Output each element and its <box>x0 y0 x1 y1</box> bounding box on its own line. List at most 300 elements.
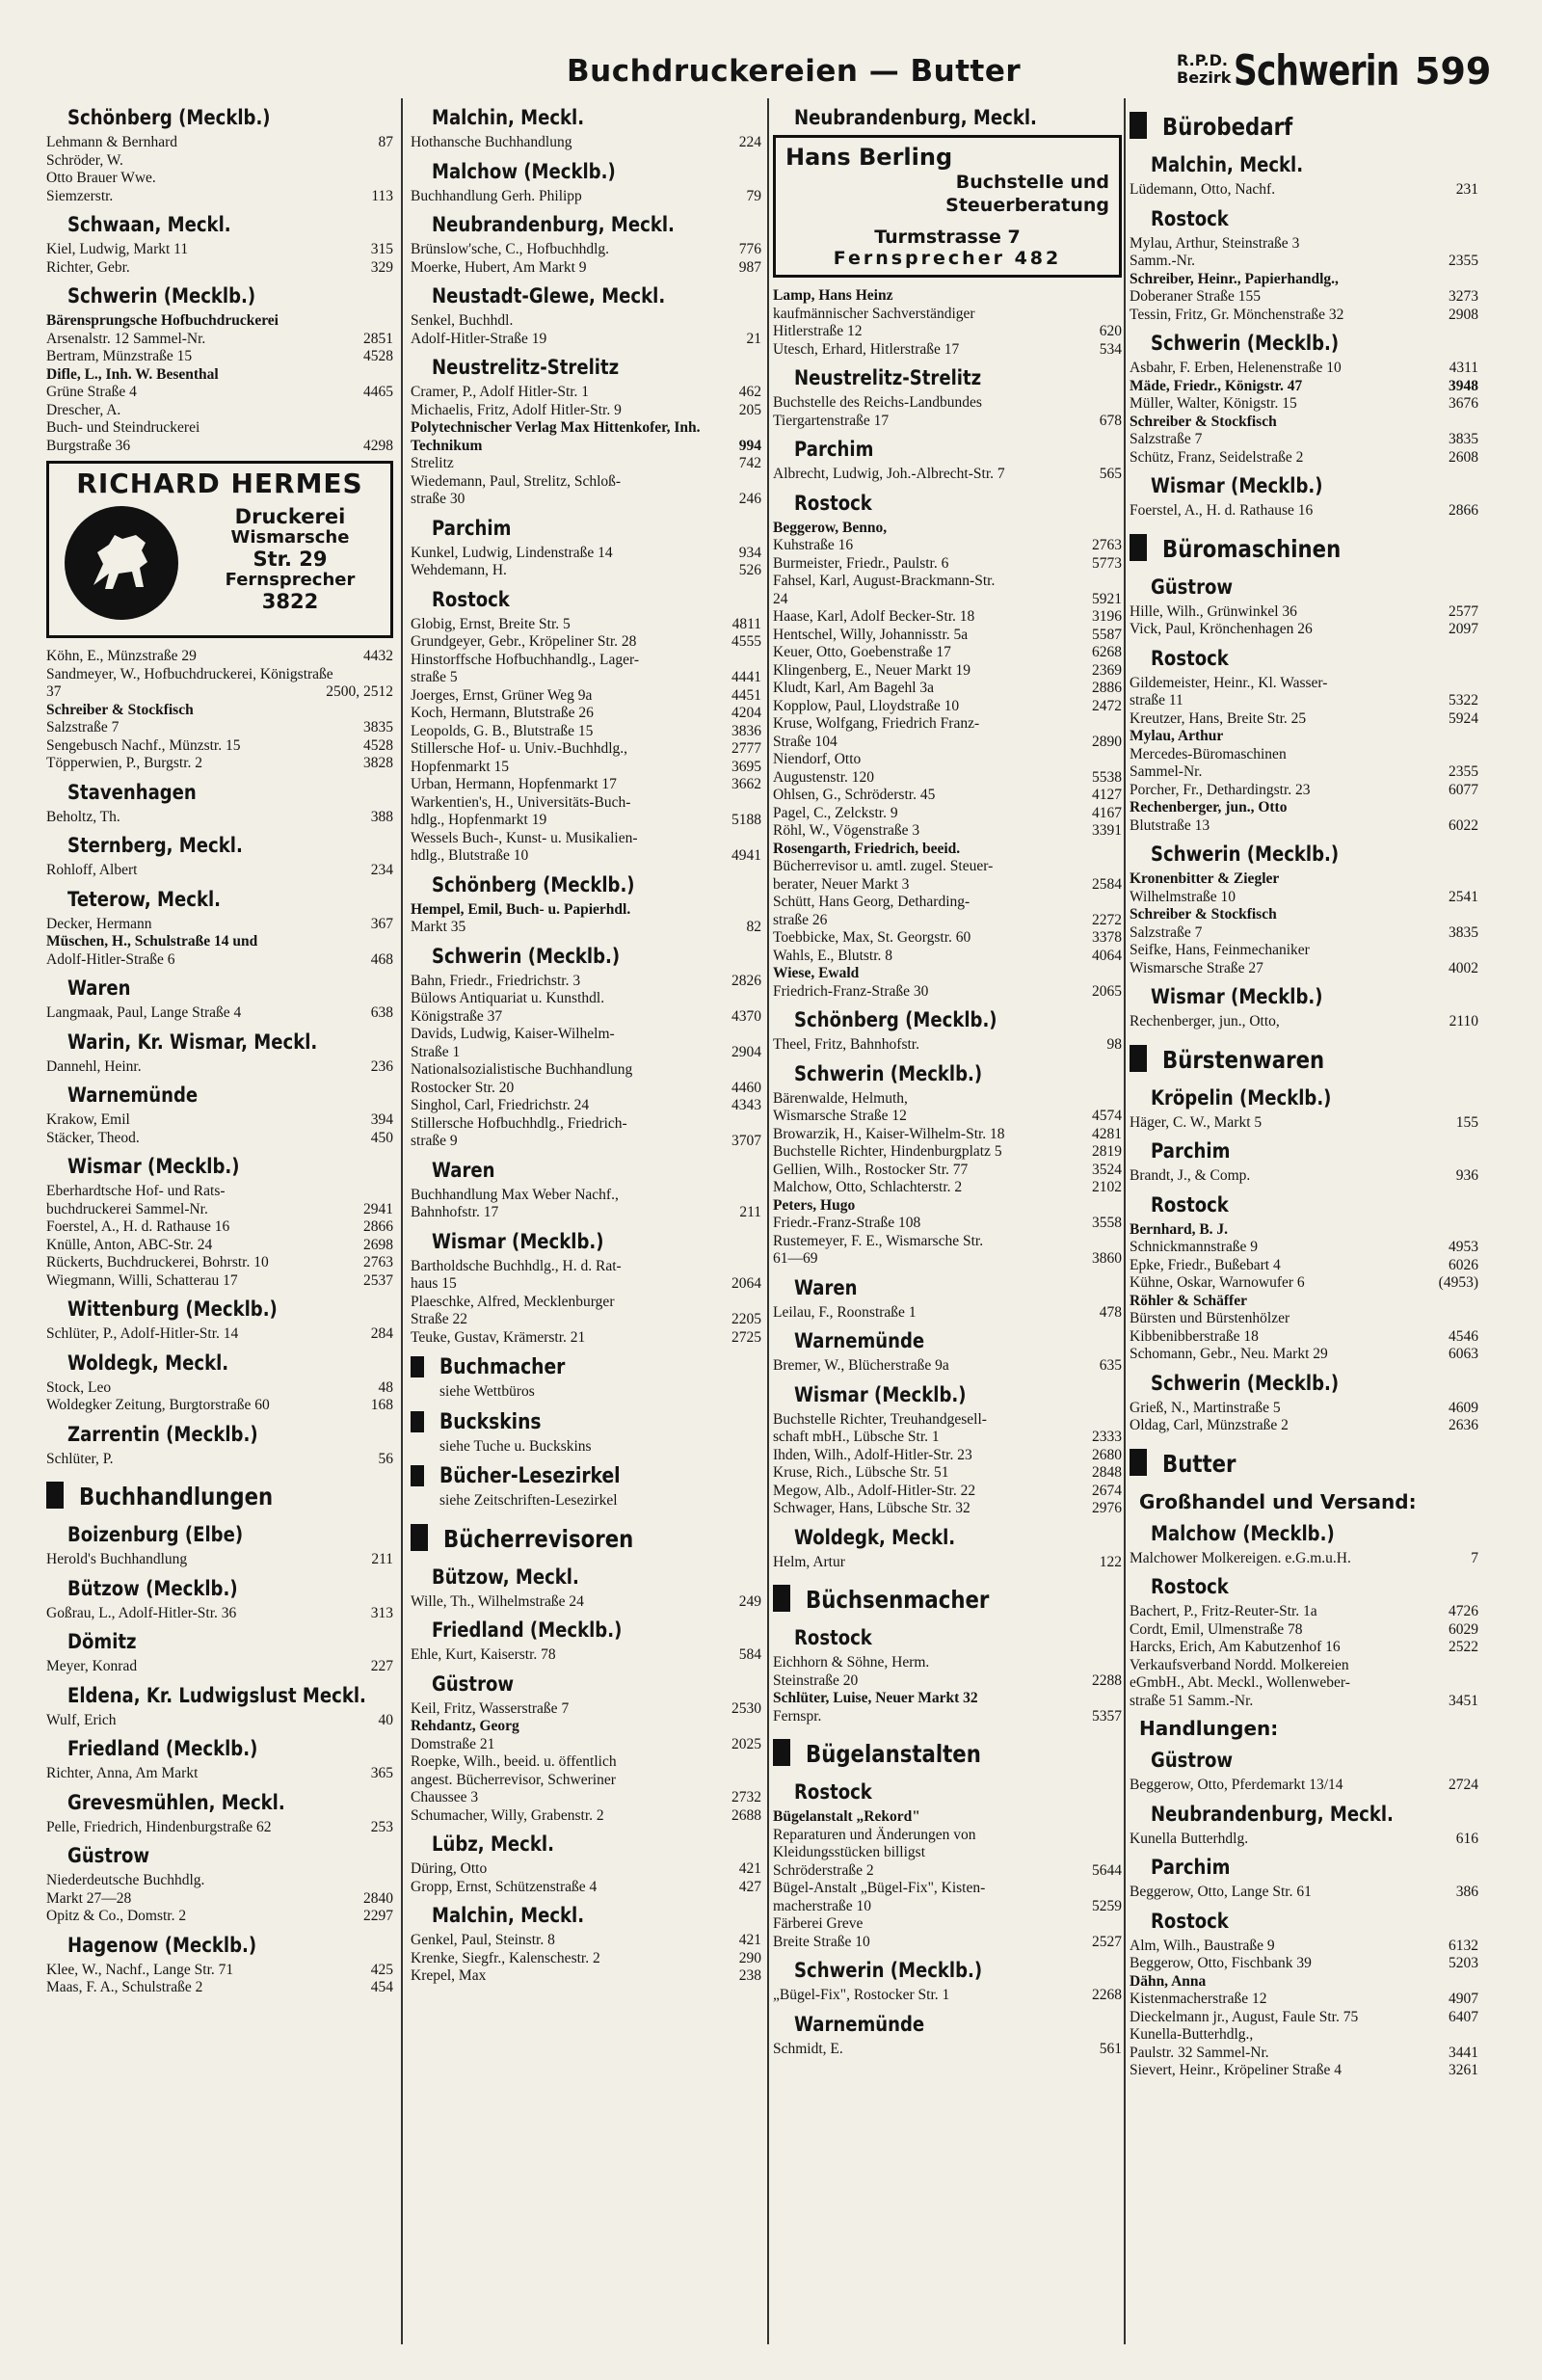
listing-entry <box>773 466 1122 484</box>
listing-entry <box>1130 2026 1478 2045</box>
phone-number: 4726 <box>1449 1603 1478 1619</box>
location-heading: Rostock <box>1151 646 1229 670</box>
location-section <box>773 1007 1122 1055</box>
listing-entry <box>46 419 393 438</box>
phone-number: 4441 <box>731 669 761 685</box>
entry-text: Kunella Butterhdlg. <box>1130 1830 1249 1847</box>
listing-entry <box>411 1026 761 1044</box>
listing-entry <box>411 1950 761 1968</box>
phone-number: 616 <box>1455 1830 1478 1847</box>
listing-entry <box>411 331 761 349</box>
listing-entry <box>1130 1938 1478 1956</box>
listing-entry <box>1130 2062 1478 2080</box>
listing-entry <box>1130 1417 1478 1435</box>
phone-number: 2848 <box>1092 1464 1122 1481</box>
phone-number: 4555 <box>731 633 761 650</box>
listing-entry <box>46 1765 393 1783</box>
entry-text: Niendorf, Otto <box>773 751 862 767</box>
location-heading: Warin, Kr. Wismar, Meckl. <box>67 1030 318 1054</box>
entry-text: Rechenberger, jun., Otto, <box>1130 1013 1280 1030</box>
phone-number: 40 <box>378 1711 393 1728</box>
phone-number: 313 <box>370 1604 393 1621</box>
location-section <box>1130 1574 1478 1710</box>
listing-entry <box>46 1397 393 1415</box>
phone-number: 2826 <box>731 972 761 989</box>
listing-entry <box>773 858 1122 876</box>
entry-text: Koch, Hermann, Blutstraße 26 <box>411 705 594 721</box>
phone-number: 365 <box>370 1765 393 1781</box>
listing-entry <box>773 1880 1122 1898</box>
listing-entry <box>411 1700 761 1719</box>
phone-number: 3378 <box>1092 929 1122 946</box>
entry-text: Eberhardtsche Hof- und Rats- <box>46 1183 226 1199</box>
location-section <box>46 1629 393 1676</box>
phone-number: 5587 <box>1092 626 1122 643</box>
location-heading: Warnemünde <box>67 1083 199 1107</box>
location-section <box>1130 575 1478 639</box>
phone-number: 2636 <box>1449 1417 1478 1433</box>
category-title: Buchhandlungen <box>79 1483 274 1511</box>
phone-number: 2110 <box>1449 1013 1478 1030</box>
phone-number: 4281 <box>1092 1125 1122 1142</box>
listing-entry <box>411 1789 761 1807</box>
listing-entry <box>411 134 761 152</box>
location-heading: Schönberg (Mecklb.) <box>432 872 635 896</box>
phone-number: 2725 <box>731 1328 761 1346</box>
listing-entry <box>411 901 761 920</box>
phone-number: 5644 <box>1092 1861 1122 1879</box>
entry-text: Wahls, E., Blutstr. 8 <box>773 947 893 964</box>
entry-text: Rostocker Str. 20 <box>411 1079 515 1096</box>
listing-entry <box>46 1872 393 1890</box>
location-section <box>773 1525 1122 1572</box>
entry-text: Buchstelle Richter, Treuhandgesell- <box>773 1410 987 1428</box>
listing-entry <box>46 170 393 188</box>
listing-entry <box>773 1108 1122 1126</box>
district-name: Schwerin <box>1234 46 1399 95</box>
phone-number: 6268 <box>1092 644 1122 660</box>
location-section <box>411 212 761 277</box>
phone-number: 2886 <box>1092 680 1122 696</box>
location-heading: Rostock <box>794 1626 872 1649</box>
location-heading: Sternberg, Meckl. <box>67 834 243 857</box>
entry-text: schaft mbH., Lübsche Str. 1 <box>773 1429 940 1445</box>
listing-entry <box>46 188 393 206</box>
entry-text: Hille, Wilh., Grünwinkel 36 <box>1130 602 1297 620</box>
phone-number: 2724 <box>1449 1777 1478 1793</box>
listing-entry <box>46 648 393 666</box>
entry-text: Bärensprungsche Hofbuchdruckerei <box>46 312 279 329</box>
entry-text: Sievert, Heinr., Kröpeliner Straße 4 <box>1130 2062 1342 2078</box>
entry-text: Schnickmannstraße 9 <box>1130 1239 1259 1255</box>
location-section <box>46 105 393 205</box>
listing-entry <box>411 990 761 1008</box>
category-title: Bücherrevisoren <box>443 1524 634 1553</box>
location-section <box>1130 1855 1478 1902</box>
location-section <box>1130 1138 1478 1186</box>
listing-entry <box>773 1036 1122 1055</box>
entry-text: Tiergartenstraße 17 <box>773 412 890 429</box>
phone-number: 2472 <box>1092 697 1122 714</box>
location-heading: Waren <box>432 1158 495 1182</box>
listing-entry <box>46 312 393 331</box>
entry-text: Bartholdsche Buchhdlg., H. d. Rat- <box>411 1257 622 1274</box>
phone-number: 454 <box>370 1979 393 1995</box>
location-heading: Schwerin (Mecklb.) <box>1151 842 1340 866</box>
entry-text: Königstraße 37 <box>411 1007 503 1025</box>
location-heading: Lübz, Meckl. <box>432 1832 554 1856</box>
category-title: Büromaschinen <box>1162 534 1342 563</box>
entry-text: Haase, Karl, Adolf Becker-Str. 18 <box>773 608 975 625</box>
entry-text: Verkaufsverband Nordd. Molkereien <box>1130 1656 1349 1673</box>
location-heading: Neustadt-Glewe, Meckl. <box>432 284 666 308</box>
entry-text: Lehmann & Bernhard <box>46 134 178 150</box>
entry-text: Markt 27—28 <box>46 1889 132 1907</box>
entry-text: Kreutzer, Hans, Breite Str. 25 <box>1130 709 1307 727</box>
location-section <box>46 1297 393 1344</box>
phone-number: 425 <box>370 1961 393 1978</box>
listing-entry <box>773 769 1122 788</box>
listing-entry <box>46 1111 393 1130</box>
listing-entry <box>411 1329 761 1348</box>
listing-entry <box>411 1204 761 1222</box>
ad-line: Turmstrasse 7 <box>874 227 1021 248</box>
phone-number: 4127 <box>1092 787 1122 803</box>
entry-text: Schlüter, P. <box>46 1450 114 1467</box>
phone-number: 4167 <box>1092 804 1122 821</box>
listing-entry <box>773 1554 1122 1572</box>
listing-entry <box>46 1605 393 1623</box>
ad-hans-berling <box>773 135 1122 278</box>
entry-text: Stock, Leo <box>46 1378 112 1396</box>
entry-text: Bürsten und Bürstenhölzer <box>1130 1310 1290 1326</box>
entry-text: Rehdantz, Georg <box>411 1718 519 1734</box>
location-section <box>773 1779 1122 1951</box>
entry-text: Megow, Alb., Adolf-Hitler-Str. 22 <box>773 1482 976 1499</box>
entry-text: Müller, Walter, Königstr. 15 <box>1130 395 1297 412</box>
listing-entry <box>46 152 393 171</box>
listing-entry <box>411 562 761 580</box>
listing-entry <box>773 734 1122 752</box>
location-section <box>411 944 761 1151</box>
listing-entry <box>1130 1777 1478 1795</box>
listing-entry <box>46 241 393 259</box>
phone-number: 2527 <box>1092 1933 1122 1950</box>
location-section <box>773 1275 1122 1323</box>
phone-number: 5357 <box>1092 1707 1122 1725</box>
location-section <box>411 1832 761 1896</box>
entry-text: Bärenwalde, Helmuth, <box>773 1089 908 1107</box>
location-section <box>1130 1085 1478 1133</box>
column-4 <box>1130 98 1478 2344</box>
entry-text: Joerges, Ernst, Grüner Weg 9a <box>411 686 593 704</box>
entry-text: Lüdemann, Otto, Nachf. <box>1130 181 1276 198</box>
location-section <box>411 283 761 348</box>
entry-text: Herold's Buchhandlung <box>46 1551 188 1567</box>
phone-number: 21 <box>746 330 761 347</box>
entry-text: Schröder, W. <box>46 151 123 169</box>
listing-entry <box>46 1451 393 1469</box>
bullet-square-icon <box>1130 1045 1147 1072</box>
phone-number: 2537 <box>363 1271 393 1289</box>
listing-entry <box>411 812 761 830</box>
listing-entry <box>46 1962 393 1980</box>
entry-text: Toebbicke, Max, St. Georgstr. 60 <box>773 929 971 946</box>
location-heading: Friedland (Mecklb.) <box>432 1618 623 1642</box>
phone-number: 231 <box>1455 181 1478 198</box>
ad-line: Buchstelle und <box>955 172 1109 193</box>
entry-text: Decker, Hermann <box>46 915 152 932</box>
entry-text: Seifke, Hans, Feinmechaniker <box>1130 942 1310 958</box>
entry-text: straße 26 <box>773 911 828 928</box>
listing-entry <box>773 680 1122 698</box>
listing-entry <box>773 1915 1122 1934</box>
listing-entry <box>46 1325 393 1344</box>
entry-text: Asbahr, F. Erben, Helenenstraße 10 <box>1130 360 1342 376</box>
phone-number: 155 <box>1455 1113 1478 1131</box>
location-section <box>46 1522 393 1569</box>
listing-entry <box>1130 889 1478 907</box>
listing-entry <box>773 1827 1122 1845</box>
entry-text: Salzstraße 7 <box>1130 923 1203 941</box>
listing-entry <box>1130 1257 1478 1275</box>
entry-text: Vick, Paul, Krönchenhagen 26 <box>1130 621 1313 637</box>
entry-text: eGmbH., Abt. Meckl., Wollenweber- <box>1130 1674 1350 1691</box>
entry-text: Hempel, Emil, Buch- u. Papierhdl. <box>411 900 631 918</box>
entry-text: Harcks, Erich, Am Kabutzenhof 16 <box>1130 1639 1341 1655</box>
phone-number: 2890 <box>1092 733 1122 750</box>
entry-text: Grieß, N., Martinstraße 5 <box>1130 1399 1281 1416</box>
listing-entry <box>773 1464 1122 1483</box>
entry-text: Schreiber & Stockfisch <box>1130 906 1277 923</box>
location-section <box>1130 1748 1478 1795</box>
listing-entry <box>773 644 1122 662</box>
location-heading: Schwerin (Mecklb.) <box>1151 1371 1340 1395</box>
entry-text: Bachert, P., Fritz-Reuter-Str. 1a <box>1130 1603 1317 1619</box>
phone-number: 82 <box>746 919 761 935</box>
entry-text: Malchower Molkereigen. e.G.m.u.H. <box>1130 1549 1351 1566</box>
listing-entry <box>46 134 393 152</box>
entry-text: Adolf-Hitler-Straße 19 <box>411 330 547 347</box>
listing-entry <box>773 1233 1122 1251</box>
entry-text: Buchhandlung Gerh. Philipp <box>411 187 582 204</box>
location-heading: Schwerin (Mecklb.) <box>432 944 621 968</box>
listing-entry <box>1130 1167 1478 1186</box>
phone-number: 290 <box>738 1949 761 1966</box>
entry-text: Rustemeyer, F. E., Wismarsche Str. <box>773 1232 984 1249</box>
listing-entry <box>773 573 1122 591</box>
phone-number: 742 <box>738 455 761 471</box>
location-heading: Parchim <box>1151 1856 1231 1879</box>
listing-entry <box>411 455 761 473</box>
location-heading: Hagenow (Mecklb.) <box>67 1933 257 1957</box>
listing-entry <box>773 1215 1122 1233</box>
category-title: Büchsenmacher <box>806 1586 990 1614</box>
entry-text: Drescher, A. <box>46 401 121 418</box>
entry-text: Ehle, Kurt, Kaiserstr. 78 <box>411 1646 556 1663</box>
location-section <box>1130 984 1478 1031</box>
listing-entry <box>773 1357 1122 1376</box>
phone-number: 2205 <box>731 1311 761 1327</box>
entry-text: Röhl, W., Vögenstraße 3 <box>773 822 920 839</box>
phone-number: 4907 <box>1449 1991 1478 2007</box>
listing-entry <box>773 1250 1122 1269</box>
location-section <box>46 833 393 880</box>
phone-number: 394 <box>370 1111 393 1128</box>
location-section <box>1130 152 1478 200</box>
entry-text: Stillersche Hofbuchhdlg., Friedrich- <box>411 1114 627 1132</box>
entry-text: Lamp, Hans Heinz <box>773 287 893 304</box>
location-heading: Stavenhagen <box>67 780 197 804</box>
listing-entry <box>1130 431 1478 449</box>
location-heading: Bützow (Mecklb.) <box>67 1576 238 1600</box>
listing-entry <box>773 1654 1122 1672</box>
phone-number: 386 <box>1455 1884 1478 1900</box>
listing-entry <box>1130 1400 1478 1418</box>
subheading: Großhandel und Versand: <box>1139 1489 1417 1513</box>
entry-text: Hentschel, Willy, Johannisstr. 5a <box>773 626 969 643</box>
phone-number: 4609 <box>1449 1399 1478 1416</box>
entry-text: haus 15 <box>411 1275 457 1292</box>
listing-entry <box>411 419 761 455</box>
listing-entry <box>411 1311 761 1329</box>
location-heading: Wismar (Mecklb.) <box>1151 985 1323 1008</box>
listing-entry <box>46 1890 393 1909</box>
phone-number: 2355 <box>1449 763 1478 780</box>
listing-entry <box>1130 817 1478 836</box>
listing-entry <box>773 894 1122 912</box>
entry-text: Albrecht, Ludwig, Joh.-Albrecht-Str. 7 <box>773 466 1005 482</box>
location-heading: Schönberg (Mecklb.) <box>67 106 271 129</box>
listing-entry <box>773 912 1122 930</box>
listing-entry <box>46 1183 393 1201</box>
listing-entry <box>411 1275 761 1294</box>
listing-entry <box>1130 710 1478 729</box>
phone-number: 526 <box>738 562 761 578</box>
phone-number: 4432 <box>363 648 393 664</box>
entry-text: Kronenbitter & Ziegler <box>1130 870 1280 887</box>
phone-number: 113 <box>371 187 393 204</box>
entry-text: straße 51 Samm.-Nr. <box>1130 1692 1254 1709</box>
phone-number: 2763 <box>363 1254 393 1270</box>
phone-number: 561 <box>1099 2040 1122 2057</box>
ad-line: Wismarsche <box>230 527 350 548</box>
listing-entry <box>773 715 1122 734</box>
phone-number: 5188 <box>731 812 761 828</box>
entry-text: Maas, F. A., Schulstraße 2 <box>46 1979 203 1995</box>
entry-text: Foerstel, A., H. d. Rathause 16 <box>46 1218 230 1235</box>
entry-text: Beholtz, Th. <box>46 808 120 825</box>
phone-number: 534 <box>1099 340 1122 358</box>
phone-number: 3451 <box>1449 1692 1478 1709</box>
phone-number: 211 <box>371 1551 393 1567</box>
phone-number: 205 <box>738 401 761 418</box>
listing-entry <box>1130 746 1478 764</box>
location-heading: Warnemünde <box>794 2012 925 2036</box>
entry-text: Nationalsozialistische Buchhandlung <box>411 1061 633 1078</box>
entry-text: Rosengarth, Friedrich, beeid. <box>773 840 961 857</box>
phone-number: 246 <box>738 491 761 507</box>
listing-entry <box>411 669 761 687</box>
entry-text: Färberei Greve <box>773 1915 864 1932</box>
entry-text: Stäcker, Theod. <box>46 1129 140 1146</box>
phone-number: 2674 <box>1092 1482 1122 1499</box>
ad-title: RICHARD HERMES <box>76 468 363 499</box>
phone-number: 936 <box>1455 1167 1478 1184</box>
listing-entry <box>773 876 1122 895</box>
phone-number: (4953) <box>1438 1274 1478 1291</box>
bullet-square-icon <box>773 1739 790 1766</box>
listing-entry <box>46 1130 393 1148</box>
phone-number: 5921 <box>1092 590 1122 607</box>
listing-entry <box>1130 307 1478 325</box>
listing-entry <box>411 1187 761 1205</box>
phone-number: 2941 <box>363 1200 393 1217</box>
entry-text: Samm.-Nr. <box>1130 253 1196 269</box>
location-heading: Grevesmühlen, Meckl. <box>67 1790 285 1814</box>
entry-text: Chaussee 3 <box>411 1789 479 1805</box>
location-section <box>46 976 393 1023</box>
listing-entry <box>773 627 1122 645</box>
listing-entry <box>411 723 761 741</box>
entry-text: Michaelis, Fritz, Adolf Hitler-Str. 9 <box>411 401 622 418</box>
entry-text: straße 11 <box>1130 692 1183 709</box>
entry-text: Arsenalstr. 12 Sammel-Nr. <box>46 330 206 347</box>
entry-text: Fahsel, Karl, August-Brackmann-Str. <box>773 573 996 589</box>
listing-entry <box>1130 181 1478 200</box>
location-heading: Neustrelitz-Strelitz <box>432 356 620 379</box>
listing-entry <box>411 759 761 777</box>
entry-text: Augustenstr. 120 <box>773 768 875 786</box>
bullet-square-icon <box>773 1585 790 1612</box>
listing-entry <box>411 1736 761 1754</box>
listing-entry <box>411 616 761 634</box>
listing-entry <box>411 1593 761 1612</box>
listing-entry <box>411 241 761 259</box>
listing-entry <box>411 1807 761 1826</box>
entry-text: Blutstraße 13 <box>1130 816 1210 834</box>
entry-text: Genkel, Paul, Steinstr. 8 <box>411 1932 555 1948</box>
listing-entry <box>1130 288 1478 307</box>
listing-entry <box>773 1500 1122 1518</box>
listing-entry <box>1130 942 1478 960</box>
phone-number: 3676 <box>1449 395 1478 412</box>
category-title: Bürobedarf <box>1162 113 1293 141</box>
entry-text: Paulstr. 32 Sammel-Nr. <box>1130 2044 1269 2061</box>
location-heading: Wismar (Mecklb.) <box>432 1229 604 1253</box>
location-section <box>46 1736 393 1783</box>
phone-number: 284 <box>370 1325 393 1342</box>
entry-text: Kunkel, Ludwig, Lindenstraße 14 <box>411 544 613 561</box>
entry-text: Beggerow, Benno, <box>773 519 888 536</box>
phone-number: 2584 <box>1092 875 1122 893</box>
location-section <box>773 1328 1122 1376</box>
entry-text: Dähn, Anna <box>1130 1972 1207 1990</box>
entry-text: Keuer, Otto, Goebenstraße 17 <box>773 644 951 660</box>
phone-number: 367 <box>370 915 393 932</box>
listing-entry <box>1130 449 1478 468</box>
entry-text: angest. Bücherrevisor, Schweriner <box>411 1771 616 1788</box>
phone-number: 5322 <box>1449 692 1478 709</box>
entry-text: Pagel, C., Zelckstr. 9 <box>773 804 898 821</box>
listing-entry <box>1130 1603 1478 1621</box>
listing-entry <box>773 1672 1122 1691</box>
horse-logo-icon <box>65 506 178 620</box>
listing-entry <box>773 394 1122 413</box>
phone-number: 462 <box>738 384 761 400</box>
location-section <box>46 887 393 970</box>
location-section <box>773 1061 1122 1269</box>
